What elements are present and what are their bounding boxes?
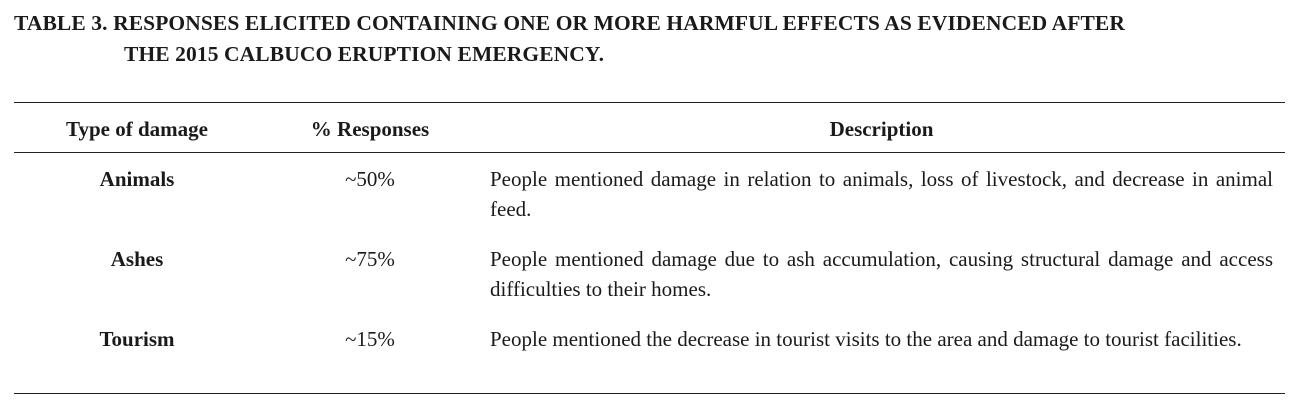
cell-description: People mentioned damage in relation to animals, loss of livestock, and decrease in animal feed.: [490, 167, 1273, 221]
cell-type: Ashes: [110, 247, 164, 271]
caption-line-1: TABLE 3. RESPONSES ELICITED CONTAINING ONE OR MORE HARMFUL EFFECTS AS EVIDENCED AFTER: [14, 11, 1125, 35]
table-caption: [14, 8, 1304, 70]
table-bottom-rule: [14, 393, 1285, 394]
cell-type: Animals: [99, 167, 175, 191]
cell-responses: ~75%: [345, 247, 395, 271]
cell-type: Tourism: [99, 327, 175, 351]
cell-description: People mentioned the decrease in tourist visits to the area and damage to tourist facilities.: [490, 327, 1242, 351]
caption-line-2: THE 2015 CALBUCO ERUPTION EMERGENCY.: [124, 42, 605, 66]
table-header-rule: [14, 152, 1285, 153]
header-description: Description: [829, 117, 934, 141]
header-percent-responses: % Responses: [310, 117, 430, 141]
cell-responses: ~50%: [345, 167, 395, 191]
header-type-of-damage: Type of damage: [66, 117, 208, 141]
cell-description: People mentioned damage due to ash accumulation, causing structural damage and access difficulties to their homes.: [490, 247, 1273, 301]
cell-responses: ~15%: [345, 327, 395, 351]
table-top-rule: [14, 102, 1285, 103]
